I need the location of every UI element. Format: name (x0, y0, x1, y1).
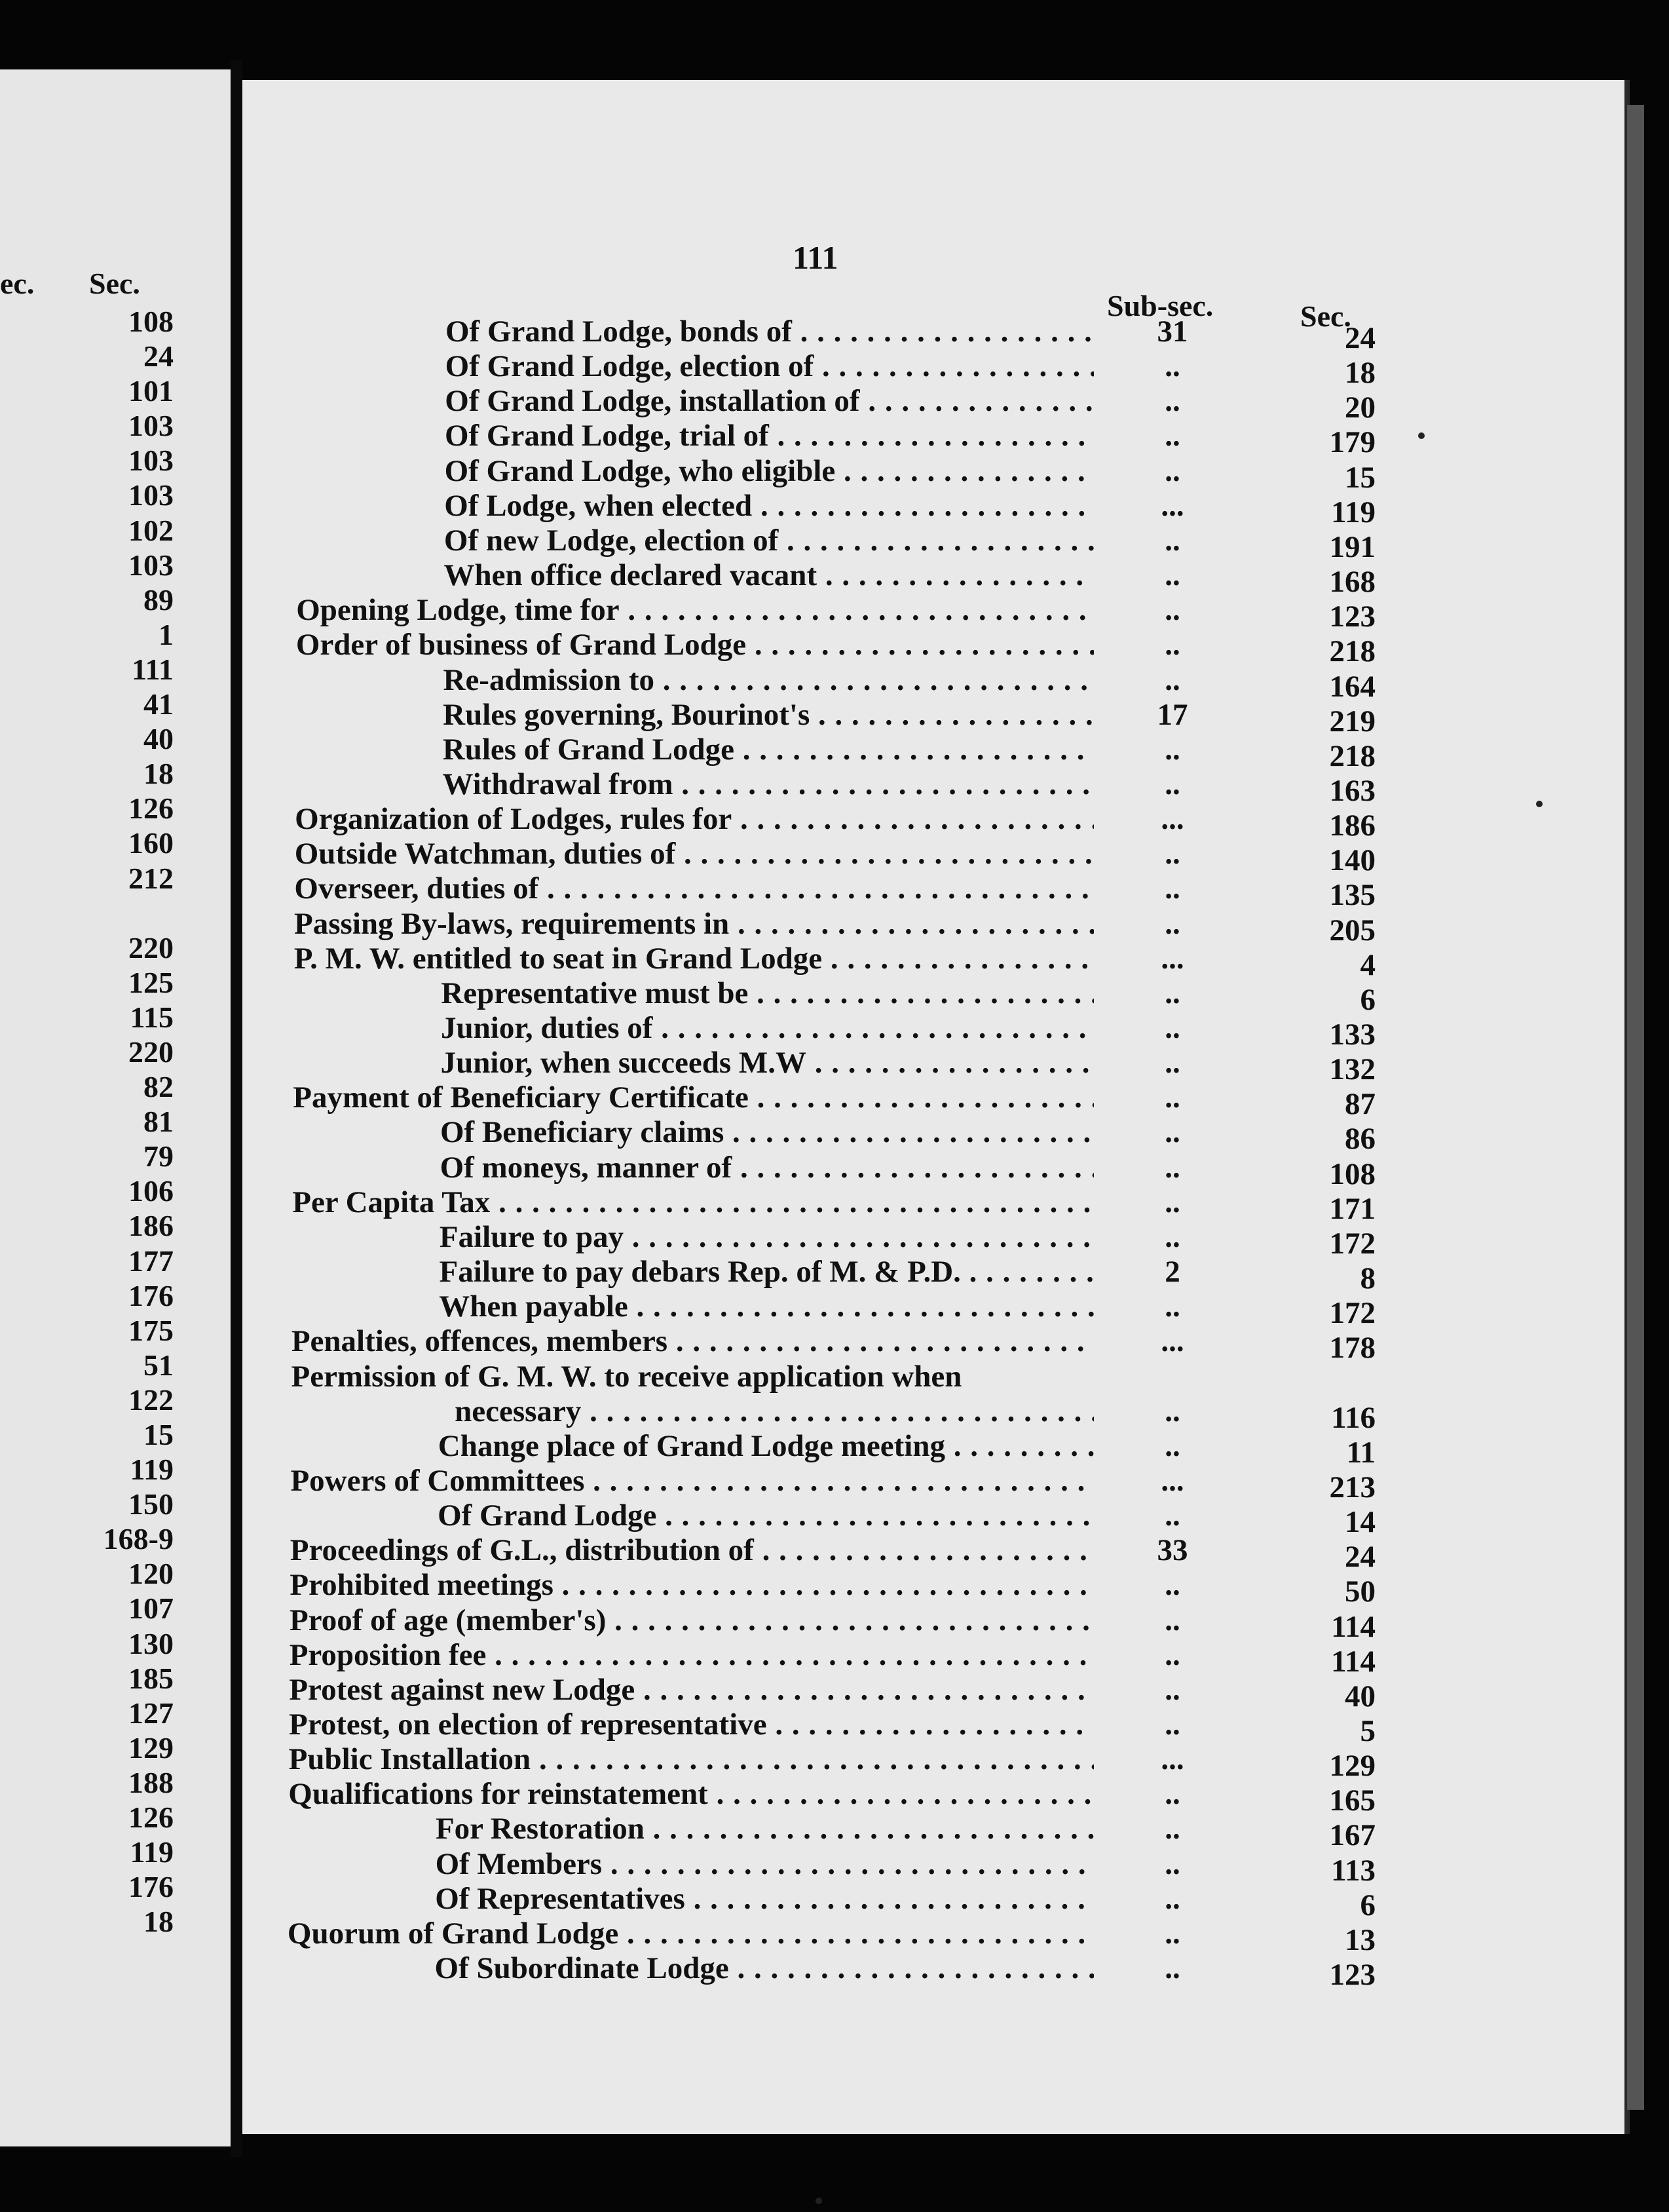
entry-term: Failure to pay debars Rep. of M. & P.D. . . . (440, 1255, 1094, 1289)
entry-sec: 5 (1360, 1714, 1376, 1748)
entry-subsec: .. (1165, 906, 1180, 941)
entry-subsec: .. (1165, 1881, 1180, 1916)
left-sec-number: 89 (143, 582, 174, 617)
left-sec-number: 160 (128, 826, 174, 860)
left-sec-number: 176 (128, 1278, 174, 1312)
entry-sec: 40 (1345, 1679, 1376, 1713)
entry-sec: 218 (1329, 738, 1376, 773)
index-entry (0, 523, 1669, 564)
entry-subsec: ... (1161, 941, 1184, 976)
entry-term: Withdrawal from . . . (442, 767, 1094, 802)
index-entry (0, 697, 1669, 738)
entry-subsec: .. (1165, 384, 1180, 419)
entry-term: Permission of G. M. W. to receive application when (291, 1359, 962, 1394)
left-sec-number: 168-9 (103, 1522, 174, 1556)
entry-sec: 168 (1329, 565, 1376, 600)
left-sec-number: 102 (128, 513, 174, 547)
left-sec-number: 186 (128, 1209, 174, 1243)
left-sec-number: 81 (143, 1105, 174, 1139)
left-sec-number: 150 (128, 1487, 174, 1521)
entry-subsec: .. (1165, 419, 1180, 453)
subsec-column-header: Sub-sec. (1107, 289, 1214, 322)
entry-term: Order of business of Grand Lodge . . . (296, 628, 1094, 662)
entry-sec: 163 (1329, 773, 1376, 808)
entry-sec: 113 (1331, 1853, 1376, 1888)
index-entry (0, 732, 1669, 773)
entry-term: Proposition fee . . . (290, 1638, 1094, 1673)
entry-sec: 20 (1345, 391, 1376, 425)
entry-subsec: ... (1161, 1742, 1184, 1777)
entry-subsec: .. (1165, 1846, 1180, 1881)
entry-term: P. M. W. entitled to seat in Grand Lodge . . . (294, 942, 1094, 976)
left-sec-number: 220 (128, 1035, 174, 1069)
index-entry (0, 384, 1669, 425)
entry-sec: 4 (1360, 947, 1376, 982)
left-sec-number: 175 (128, 1313, 174, 1347)
entry-term: Of Grand Lodge, installation of . . . (445, 384, 1094, 419)
entry-subsec: .. (1165, 1428, 1180, 1463)
entry-sec: 167 (1329, 1818, 1376, 1853)
entry-subsec: .. (1165, 1046, 1180, 1080)
entry-subsec: .. (1165, 1219, 1180, 1254)
entry-subsec: .. (1165, 976, 1180, 1010)
entry-term: Of Representatives . . . (435, 1882, 1094, 1916)
entry-subsec: .. (1165, 1637, 1180, 1672)
entry-subsec: .. (1165, 1672, 1180, 1707)
entry-term: Qualifications for reinstatement . . . (288, 1777, 1094, 1812)
entry-subsec: .. (1165, 732, 1180, 767)
left-sec-number: 122 (128, 1382, 174, 1417)
left-sec-number: 176 (128, 1870, 174, 1904)
left-sec-number: 103 (128, 409, 174, 443)
left-sec-number: 120 (128, 1557, 174, 1591)
left-sec-number: 82 (143, 1070, 174, 1104)
entry-subsec: .. (1165, 1185, 1180, 1219)
left-sec-number: 41 (143, 687, 174, 721)
entry-sec: 205 (1329, 913, 1376, 947)
entry-sec: 119 (1331, 495, 1376, 529)
ink-speck (816, 2198, 822, 2204)
entry-sec: 123 (1329, 600, 1376, 634)
entry-subsec: .. (1165, 1603, 1180, 1637)
entry-term: Re-admission to . . . (443, 663, 1095, 698)
entry-sec: 165 (1329, 1783, 1376, 1818)
entry-sec: 164 (1329, 669, 1376, 704)
entry-sec: 123 (1329, 1958, 1376, 1993)
entry-term: Of Grand Lodge, trial of . . . (445, 419, 1094, 453)
index-entry (0, 767, 1669, 808)
entry-term: Passing By-laws, requirements in . . . (294, 907, 1094, 942)
entry-term: Rules governing, Bourinot's . . . (443, 698, 1094, 733)
entry-sec: 6 (1360, 1888, 1376, 1922)
entry-term: When payable . . . (439, 1289, 1094, 1324)
entry-subsec: .. (1165, 453, 1180, 488)
entry-sec: 172 (1329, 1226, 1376, 1261)
entry-sec: 24 (1345, 321, 1376, 355)
entry-sec: 8 (1360, 1261, 1376, 1296)
left-sec-number: 106 (128, 1174, 174, 1208)
left-sec-number: 126 (128, 791, 174, 826)
entry-subsec: ... (1161, 802, 1184, 837)
entry-term: Of Lodge, when elected . . . (444, 489, 1094, 524)
entry-term: Rules of Grand Lodge . . . (443, 733, 1094, 767)
entry-sec: 14 (1345, 1505, 1376, 1540)
entry-sec: 213 (1329, 1470, 1376, 1504)
entry-term: Outside Watchman, duties of . . . (295, 837, 1094, 871)
entry-term: Quorum of Grand Lodge . . . (288, 1916, 1094, 1951)
left-sec-number: 130 (128, 1626, 174, 1660)
entry-term: necessary . . . (455, 1394, 1094, 1429)
entry-sec: 178 (1329, 1331, 1376, 1365)
entry-term: Of Grand Lodge, bonds of . . . (445, 315, 1094, 349)
index-entry (0, 488, 1669, 529)
entry-term: Proceedings of G.L., distribution of . . . (290, 1533, 1094, 1568)
left-sec-number: 18 (143, 1905, 174, 1939)
entry-term: Protest, on election of representative . . . (289, 1707, 1094, 1742)
left-header-sec: Sec. (89, 267, 140, 300)
entry-term: Prohibited meetings . . . (290, 1568, 1094, 1603)
entry-subsec: .. (1165, 1115, 1180, 1150)
entry-subsec: .. (1165, 662, 1180, 697)
entry-sec: 172 (1329, 1296, 1376, 1331)
entry-sec: 114 (1331, 1609, 1376, 1644)
entry-term: Overseer, duties of . . . (294, 871, 1094, 906)
left-sec-number: 79 (143, 1139, 174, 1173)
entry-sec: 179 (1329, 425, 1376, 460)
entry-term: Opening Lodge, time for . . . (296, 593, 1094, 628)
entry-subsec: .. (1165, 1080, 1180, 1115)
entry-term: Of Subordinate Lodge . . . (435, 1951, 1094, 1986)
left-sec-number: 107 (128, 1592, 174, 1626)
left-sec-number: 101 (128, 374, 174, 408)
entry-sec: 24 (1345, 1540, 1376, 1574)
entry-subsec: .. (1165, 1498, 1180, 1533)
entry-subsec: .. (1165, 1568, 1180, 1603)
entry-subsec: .. (1165, 1916, 1180, 1951)
entry-subsec: .. (1165, 628, 1180, 662)
entry-subsec: .. (1165, 767, 1180, 801)
entry-subsec: .. (1165, 1951, 1180, 1986)
left-sec-number: 103 (128, 478, 174, 512)
entry-term: Powers of Committees . . . (290, 1464, 1094, 1498)
entry-term: Of Beneficiary claims . . . (440, 1115, 1094, 1150)
left-sec-number: 15 (143, 1418, 174, 1451)
entry-sec: 15 (1345, 460, 1376, 495)
entry-sec: 6 (1360, 982, 1376, 1017)
left-sec-number: 103 (128, 548, 174, 582)
left-sec-number: 188 (128, 1765, 174, 1799)
entry-subsec: ... (1161, 488, 1184, 523)
entry-sec: 140 (1329, 843, 1376, 878)
entry-term: Payment of Beneficiary Certificate . . . (293, 1080, 1094, 1115)
left-sec-number: 127 (128, 1696, 174, 1730)
left-sec-number: 108 (128, 305, 174, 338)
entry-subsec: .. (1165, 837, 1180, 871)
entry-term: Failure to pay . . . (440, 1220, 1094, 1255)
left-sec-number: 24 (143, 339, 174, 373)
entry-term: Penalties, offences, members . . . (291, 1324, 1094, 1359)
left-sec-number: 119 (130, 1453, 174, 1487)
entry-subsec: ... (1161, 1463, 1184, 1498)
left-sec-number: 125 (128, 965, 174, 999)
entry-subsec: .. (1165, 871, 1180, 906)
entry-term: Junior, duties of . . . (441, 1011, 1094, 1046)
entry-sec: 108 (1329, 1156, 1376, 1191)
left-sec-number: 212 (128, 861, 174, 895)
entry-sec: 171 (1329, 1191, 1376, 1226)
ink-speck (1418, 432, 1425, 439)
left-sec-number: 126 (128, 1801, 174, 1835)
entry-sec: 18 (1345, 356, 1376, 391)
left-sec-number: 51 (143, 1348, 174, 1382)
index-entry (0, 1951, 1669, 1993)
left-sec-number: 103 (128, 444, 174, 478)
entry-subsec: .. (1165, 593, 1180, 628)
entry-sec: 86 (1345, 1122, 1376, 1156)
entry-sec: 129 (1329, 1749, 1376, 1783)
entry-term: Protest against new Lodge . . . (289, 1673, 1094, 1707)
entry-term: For Restoration . . . (436, 1812, 1094, 1846)
entry-subsec: 17 (1157, 697, 1188, 732)
entry-subsec: .. (1165, 558, 1180, 593)
entry-subsec: 31 (1157, 315, 1188, 349)
left-sec-number: 18 (143, 757, 174, 791)
entry-sec: 114 (1331, 1644, 1376, 1679)
entry-sec: 11 (1346, 1435, 1376, 1470)
left-sec-number: 115 (130, 1000, 174, 1034)
entry-subsec: .. (1165, 1011, 1180, 1045)
entry-sec: 191 (1329, 529, 1376, 564)
entry-subsec: .. (1165, 1707, 1180, 1742)
entry-sec: 132 (1329, 1052, 1376, 1087)
entry-term: Of Grand Lodge, election of . . . (445, 349, 1094, 384)
entry-term: Organization of Lodges, rules for . . . (295, 802, 1094, 837)
entry-subsec: .. (1165, 1394, 1180, 1428)
index-entry (0, 1916, 1669, 1957)
left-sec-number: 119 (130, 1835, 174, 1869)
entry-subsec: .. (1165, 1812, 1180, 1846)
index-entry (0, 315, 1669, 355)
entry-term: Of Grand Lodge, who eligible . . . (445, 454, 1094, 489)
left-sec-number: 177 (128, 1244, 174, 1278)
index-entry (0, 871, 1669, 913)
entry-subsec: 2 (1165, 1255, 1180, 1289)
entry-sec: 50 (1345, 1574, 1376, 1609)
entry-subsec: .. (1165, 1289, 1180, 1324)
entry-term: Of Grand Lodge . . . (438, 1498, 1094, 1533)
sec-column-header: Sec. (1300, 299, 1351, 333)
left-sec-number: 40 (143, 722, 174, 756)
entry-sec: 186 (1329, 809, 1376, 843)
entry-subsec: .. (1165, 523, 1180, 558)
entry-term: Per Capita Tax . . . (292, 1185, 1094, 1220)
entry-term: Junior, when succeeds M.W . . . (441, 1046, 1094, 1080)
entry-sec: 219 (1329, 704, 1376, 738)
left-sec-number: 129 (128, 1730, 174, 1764)
entry-sec: 133 (1329, 1018, 1376, 1052)
ink-speck (1536, 801, 1543, 807)
left-header-fragment: ec. (0, 267, 35, 300)
left-sec-number: 1 (159, 617, 174, 651)
entry-subsec: .. (1165, 1150, 1180, 1185)
entry-term: Proof of age (member's) . . . (290, 1603, 1094, 1638)
entry-term: Representative must be . . . (441, 976, 1094, 1011)
page-number: 111 (793, 239, 838, 276)
left-sec-number: 220 (128, 930, 174, 964)
entry-sec: 116 (1331, 1400, 1376, 1435)
entry-sec: 13 (1345, 1922, 1376, 1957)
left-sec-number: 185 (128, 1661, 174, 1695)
index-entry (0, 593, 1669, 634)
entry-term: Change place of Grand Lodge meeting . . . (438, 1429, 1094, 1464)
left-sec-number: 111 (132, 652, 174, 686)
entry-sec: 218 (1329, 634, 1376, 669)
index-entry (0, 1360, 1669, 1394)
entry-sec: 87 (1345, 1087, 1376, 1122)
entry-subsec: .. (1165, 349, 1180, 384)
entry-subsec: 33 (1157, 1533, 1188, 1568)
entry-term: Of new Lodge, election of . . . (444, 524, 1094, 558)
entry-term: Of moneys, manner of . . . (440, 1151, 1094, 1185)
entry-subsec: .. (1165, 1777, 1180, 1812)
entry-subsec: ... (1161, 1324, 1184, 1359)
entry-term: When office declared vacant . . . (444, 558, 1094, 593)
entry-term: Public Installation . . . (289, 1742, 1094, 1777)
entry-sec: 135 (1329, 878, 1376, 913)
entry-term: Of Members . . . (436, 1847, 1094, 1882)
